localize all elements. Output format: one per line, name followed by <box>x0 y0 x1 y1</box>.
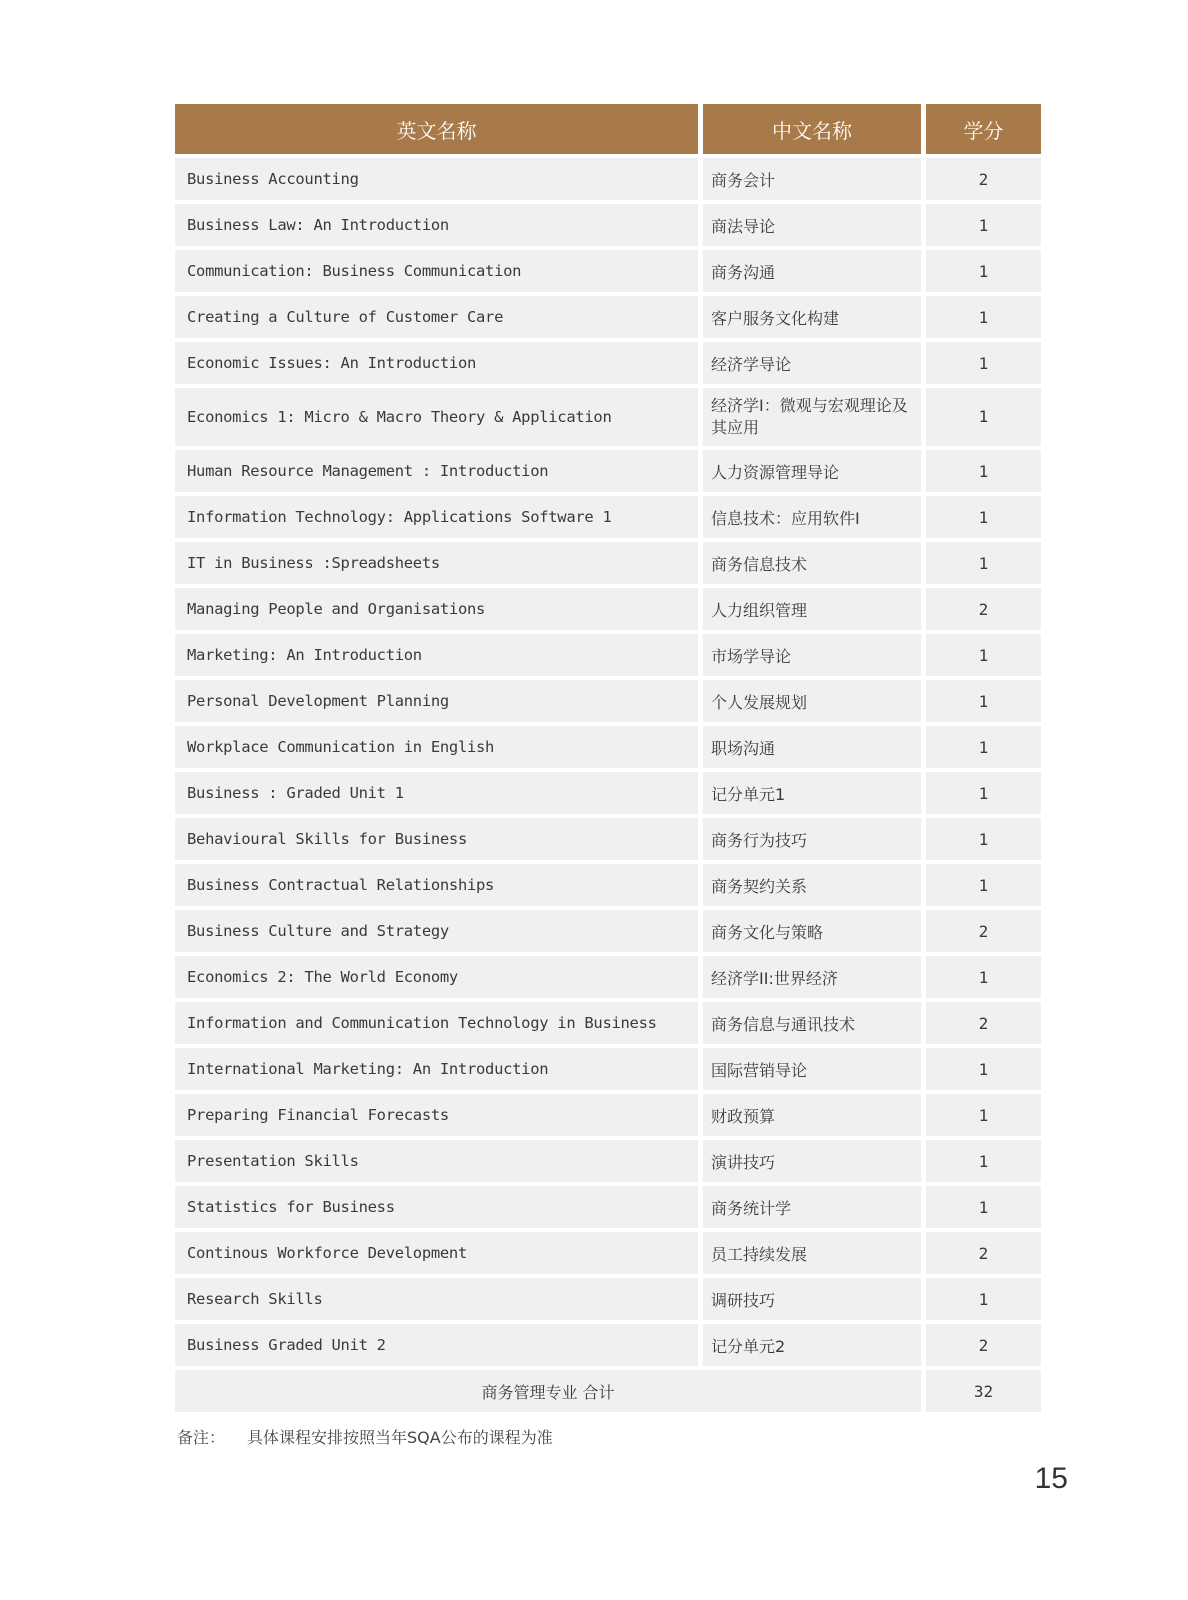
course-credits: 2 <box>926 158 1041 200</box>
table-row <box>175 1048 1041 1090</box>
course-english-name: Statistics for Business <box>175 1186 698 1228</box>
course-chinese-name: 调研技巧 <box>703 1278 921 1320</box>
course-credits: 1 <box>926 818 1041 860</box>
course-credits: 1 <box>926 1048 1041 1090</box>
course-chinese-name: 市场学导论 <box>703 634 921 676</box>
course-credits: 1 <box>926 1140 1041 1182</box>
course-english-name: Information and Communication Technology in Business <box>175 1002 698 1044</box>
table-row <box>175 342 1041 384</box>
course-english-name: Business Contractual Relationships <box>175 864 698 906</box>
course-chinese-name: 商法导论 <box>703 204 921 246</box>
course-credits: 1 <box>926 634 1041 676</box>
course-chinese-name: 国际营销导论 <box>703 1048 921 1090</box>
table-row <box>175 634 1041 676</box>
course-chinese-name: 经济学I：微观与宏观理论及其应用 <box>703 388 921 446</box>
course-table <box>170 100 1046 1416</box>
course-english-name: Continous Workforce Development <box>175 1232 698 1274</box>
course-credits: 1 <box>926 726 1041 768</box>
course-english-name: Managing People and Organisations <box>175 588 698 630</box>
table-row <box>175 450 1041 492</box>
header-chinese-name: 中文名称 <box>703 104 921 154</box>
table-row <box>175 818 1041 860</box>
footnote <box>177 1425 553 1448</box>
course-english-name: International Marketing: An Introduction <box>175 1048 698 1090</box>
course-chinese-name: 人力组织管理 <box>703 588 921 630</box>
table-row <box>175 388 1041 446</box>
course-credits: 1 <box>926 864 1041 906</box>
course-english-name: Behavioural Skills for Business <box>175 818 698 860</box>
course-english-name: Creating a Culture of Customer Care <box>175 296 698 338</box>
course-chinese-name: 财政预算 <box>703 1094 921 1136</box>
course-credits: 1 <box>926 496 1041 538</box>
course-english-name: Presentation Skills <box>175 1140 698 1182</box>
course-chinese-name: 记分单元2 <box>703 1324 921 1366</box>
table-row <box>175 496 1041 538</box>
footnote-label: 备注： <box>177 1428 226 1447</box>
course-credits: 1 <box>926 388 1041 446</box>
course-credits: 1 <box>926 1186 1041 1228</box>
table-row <box>175 542 1041 584</box>
course-credits: 2 <box>926 588 1041 630</box>
table-row <box>175 1002 1041 1044</box>
page-number: 15 <box>1034 1462 1068 1495</box>
course-english-name: Business Law: An Introduction <box>175 204 698 246</box>
course-credits: 1 <box>926 680 1041 722</box>
course-credits: 2 <box>926 1232 1041 1274</box>
table-header-row <box>175 104 1041 154</box>
course-english-name: Preparing Financial Forecasts <box>175 1094 698 1136</box>
course-credits: 1 <box>926 296 1041 338</box>
total-credits: 32 <box>926 1370 1041 1412</box>
table-row <box>175 726 1041 768</box>
table-row <box>175 1278 1041 1320</box>
course-chinese-name: 商务行为技巧 <box>703 818 921 860</box>
course-chinese-name: 记分单元1 <box>703 772 921 814</box>
course-english-name: Economic Issues: An Introduction <box>175 342 698 384</box>
table-row <box>175 772 1041 814</box>
course-credits: 1 <box>926 956 1041 998</box>
table-row <box>175 1186 1041 1228</box>
course-english-name: Communication: Business Communication <box>175 250 698 292</box>
table-row <box>175 1324 1041 1366</box>
table-row <box>175 864 1041 906</box>
course-english-name: IT in Business :Spreadsheets <box>175 542 698 584</box>
table-row <box>175 250 1041 292</box>
course-english-name: Personal Development Planning <box>175 680 698 722</box>
course-credits: 2 <box>926 910 1041 952</box>
course-english-name: Research Skills <box>175 1278 698 1320</box>
course-english-name: Economics 1: Micro & Macro Theory & Application <box>175 388 698 446</box>
course-chinese-name: 职场沟通 <box>703 726 921 768</box>
course-credits: 2 <box>926 1324 1041 1366</box>
course-chinese-name: 商务沟通 <box>703 250 921 292</box>
course-credits: 1 <box>926 450 1041 492</box>
course-chinese-name: 商务文化与策略 <box>703 910 921 952</box>
course-credits: 2 <box>926 1002 1041 1044</box>
course-english-name: Human Resource Management : Introduction <box>175 450 698 492</box>
course-credits: 1 <box>926 342 1041 384</box>
course-chinese-name: 经济学II:世界经济 <box>703 956 921 998</box>
course-credits: 1 <box>926 1278 1041 1320</box>
course-chinese-name: 商务信息与通讯技术 <box>703 1002 921 1044</box>
table-row <box>175 204 1041 246</box>
table-row <box>175 680 1041 722</box>
course-chinese-name: 商务统计学 <box>703 1186 921 1228</box>
course-english-name: Information Technology: Applications Software 1 <box>175 496 698 538</box>
course-chinese-name: 客户服务文化构建 <box>703 296 921 338</box>
course-chinese-name: 人力资源管理导论 <box>703 450 921 492</box>
course-chinese-name: 商务信息技术 <box>703 542 921 584</box>
table-row <box>175 1094 1041 1136</box>
footnote-text: 具体课程安排按照当年SQA公布的课程为准 <box>247 1428 553 1447</box>
course-english-name: Business Graded Unit 2 <box>175 1324 698 1366</box>
total-label: 商务管理专业 合计 <box>175 1370 921 1412</box>
course-english-name: Economics 2: The World Economy <box>175 956 698 998</box>
table-row <box>175 296 1041 338</box>
course-chinese-name: 商务会计 <box>703 158 921 200</box>
course-chinese-name: 经济学导论 <box>703 342 921 384</box>
course-english-name: Business Culture and Strategy <box>175 910 698 952</box>
course-credits: 1 <box>926 1094 1041 1136</box>
course-credits: 1 <box>926 772 1041 814</box>
course-credits: 1 <box>926 542 1041 584</box>
header-credits: 学分 <box>926 104 1041 154</box>
table-row <box>175 1232 1041 1274</box>
table-row <box>175 956 1041 998</box>
course-chinese-name: 信息技术：应用软件I <box>703 496 921 538</box>
course-chinese-name: 演讲技巧 <box>703 1140 921 1182</box>
header-english-name: 英文名称 <box>175 104 698 154</box>
course-credits: 1 <box>926 250 1041 292</box>
course-english-name: Business Accounting <box>175 158 698 200</box>
course-chinese-name: 商务契约关系 <box>703 864 921 906</box>
table-row <box>175 1140 1041 1182</box>
course-english-name: Workplace Communication in English <box>175 726 698 768</box>
course-english-name: Business : Graded Unit 1 <box>175 772 698 814</box>
table-row <box>175 588 1041 630</box>
course-english-name: Marketing: An Introduction <box>175 634 698 676</box>
course-chinese-name: 个人发展规划 <box>703 680 921 722</box>
table-row <box>175 910 1041 952</box>
total-row <box>175 1370 1041 1412</box>
course-credits: 1 <box>926 204 1041 246</box>
course-chinese-name: 员工持续发展 <box>703 1232 921 1274</box>
table-row <box>175 158 1041 200</box>
